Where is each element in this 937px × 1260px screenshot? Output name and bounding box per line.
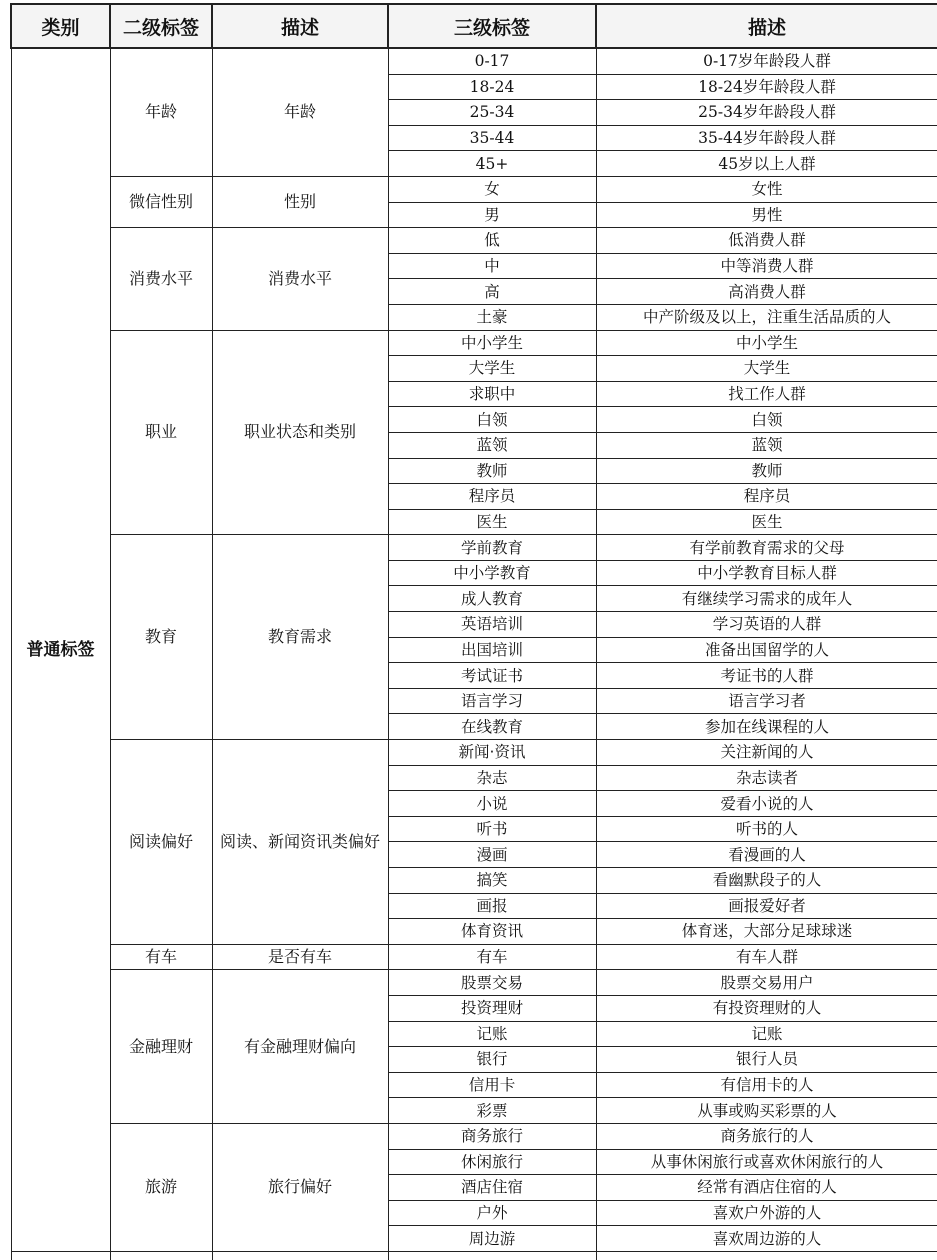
header-level3-tag: 三级标签 [388, 4, 596, 48]
level2-description-cell: 阅读、新闻资讯类偏好 [212, 740, 388, 945]
level2-tag-cell: 阅读偏好 [110, 740, 212, 945]
level3-tag-cell: 户外 [388, 1200, 596, 1226]
level3-description-cell: 程序员 [596, 484, 937, 510]
level3-tag-cell: 信用卡 [388, 1072, 596, 1098]
level3-tag-cell: 股票交易 [388, 970, 596, 996]
level3-description-cell: 中等消费人群 [596, 253, 937, 279]
level2-tag-cell: 年龄 [110, 48, 212, 176]
level3-tag-cell: 求职中 [388, 381, 596, 407]
level2-description-cell: 职业状态和类别 [212, 330, 388, 535]
level3-description-cell: 中小学教育目标人群 [596, 560, 937, 586]
header-level2-description: 描述 [212, 4, 388, 48]
level3-description-cell: 有投资理财的人 [596, 995, 937, 1021]
level3-tag-cell: 周边游 [388, 1226, 596, 1252]
level3-tag-cell: 出国培训 [388, 637, 596, 663]
level3-description-cell: 有继续学习需求的成年人 [596, 586, 937, 612]
level3-tag-cell: 语言学习 [388, 688, 596, 714]
level3-description-cell: 关注新闻的人 [596, 740, 937, 766]
level2-tag-cell: 金融理财 [110, 970, 212, 1124]
level3-tag-cell: 25-34 [388, 100, 596, 126]
header-row [11, 4, 937, 48]
table-row [11, 740, 937, 766]
level2-tag-cell: 旅游 [110, 1123, 212, 1251]
level3-tag-cell: 中小学生 [388, 330, 596, 356]
level3-description-cell: 18-24岁年龄段人群 [596, 74, 937, 100]
level3-tag-cell: 教师 [388, 458, 596, 484]
level3-tag-cell: 土豪 [388, 304, 596, 330]
level2-tag-cell: 消费水平 [110, 228, 212, 330]
level3-tag-cell: 45+ [388, 151, 596, 177]
level3-tag-cell: 投资理财 [388, 995, 596, 1021]
level3-tag-cell: 记账 [388, 1021, 596, 1047]
level3-description-cell: 中小学生 [596, 330, 937, 356]
table-row [11, 48, 937, 74]
header-level2-tag: 二级标签 [110, 4, 212, 48]
level3-tag-cell: 酒店住宿 [388, 1175, 596, 1201]
table-row [11, 944, 937, 970]
level3-description-cell: 画报爱好者 [596, 893, 937, 919]
level3-tag-cell: 女 [388, 176, 596, 202]
table-row [11, 1123, 937, 1149]
level3-description-cell: 有信用卡的人 [596, 1072, 937, 1098]
level2-tag-cell: 微信性别 [110, 176, 212, 227]
level3-description-cell: 从事或购买彩票的人 [596, 1098, 937, 1124]
level2-description-cell: 教育需求 [212, 535, 388, 740]
level3-description-cell: 男性 [596, 202, 937, 228]
level3-tag-cell: 白领 [388, 407, 596, 433]
table-body [11, 48, 937, 1260]
level3-tag-cell: 医生 [388, 509, 596, 535]
level3-description-cell: 高消费人群 [596, 279, 937, 305]
level3-description-cell: 45岁以上人群 [596, 151, 937, 177]
level3-description-cell: 低消费人群 [596, 228, 937, 254]
level3-description-cell: 有学前教育需求的父母 [596, 535, 937, 561]
level3-tag-cell: 学前教育 [388, 535, 596, 561]
level2-description-cell: 性别 [212, 176, 388, 227]
level3-description-cell: 女性 [596, 176, 937, 202]
level3-description-cell: 大学生 [596, 356, 937, 382]
level3-tag-cell: 男 [388, 202, 596, 228]
level3-description-cell: 教师 [596, 458, 937, 484]
level3-description-cell: 股票交易用户 [596, 970, 937, 996]
level3-tag-cell: 彩票 [388, 1098, 596, 1124]
level3-tag-cell: 英语培训 [388, 612, 596, 638]
level3-tag-cell: 18-24 [388, 74, 596, 100]
level3-description-cell: 参加在线课程的人 [596, 714, 937, 740]
header-level3-description: 描述 [596, 4, 937, 48]
level3-tag-cell: 程序员 [388, 484, 596, 510]
level3-tag-cell: 大学生 [388, 356, 596, 382]
level3-description-cell: 0-17岁年龄段人群 [596, 48, 937, 74]
level3-tag-cell: 搞笑 [388, 868, 596, 894]
category-cell: 普通标签 [11, 48, 110, 1251]
level3-description-cell: 学习英语的人群 [596, 612, 937, 638]
level2-description-cell: 有金融理财偏向 [212, 970, 388, 1124]
level3-tag-cell: 新闻·资讯 [388, 740, 596, 766]
level3-tag-cell: 休闲旅行 [388, 1149, 596, 1175]
level3-description-cell: 蓝领 [596, 432, 937, 458]
level3-description-cell: 从事休闲旅行或喜欢休闲旅行的人 [596, 1149, 937, 1175]
level3-tag-cell: 在线教育 [388, 714, 596, 740]
level3-tag-cell: 考试证书 [388, 663, 596, 689]
level2-description-cell: 消费水平 [212, 228, 388, 330]
level3-description-cell: 35-44岁年龄段人群 [596, 125, 937, 151]
level3-tag-cell: 有车 [388, 944, 596, 970]
level3-tag-cell: 银行 [388, 1047, 596, 1073]
level3-tag-cell: 漫画 [388, 842, 596, 868]
table-row [11, 330, 937, 356]
level3-description-cell: 银行人员 [596, 1047, 937, 1073]
table-row [11, 228, 937, 254]
level3-description-cell: 中产阶级及以上，注重生活品质的人 [596, 304, 937, 330]
level3-tag-cell: 0-17 [388, 48, 596, 74]
level3-description-cell: 听书的人 [596, 816, 937, 842]
level2-description-cell: 年龄 [212, 48, 388, 176]
level3-description-cell: 记账 [596, 1021, 937, 1047]
level3-tag-cell: 商务旅行 [388, 1123, 596, 1149]
level3-tag-cell: 中 [388, 253, 596, 279]
level3-description-cell: 准备出国留学的人 [596, 637, 937, 663]
header-category: 类别 [11, 4, 110, 48]
level3-description-cell: 找工作人群 [596, 381, 937, 407]
level3-description-cell: 杂志读者 [596, 765, 937, 791]
level3-description-cell: 喜欢周边游的人 [596, 1226, 937, 1252]
level2-description-cell: 是否有车 [212, 944, 388, 970]
level3-description-cell: 看幽默段子的人 [596, 868, 937, 894]
level3-tag-cell: 画报 [388, 893, 596, 919]
level3-tag-cell: 低 [388, 228, 596, 254]
level3-tag-cell: 高 [388, 279, 596, 305]
level3-tag-cell: 杂志 [388, 765, 596, 791]
level3-description-cell: 语言学习者 [596, 688, 937, 714]
level3-tag-cell: 小说 [388, 791, 596, 817]
level3-description-cell: 白领 [596, 407, 937, 433]
level3-tag-cell: 35-44 [388, 125, 596, 151]
level3-tag-cell: 中小学教育 [388, 560, 596, 586]
table-row [11, 176, 937, 202]
level2-description-cell: 旅行偏好 [212, 1123, 388, 1251]
level3-description-cell: 有车人群 [596, 944, 937, 970]
level3-description-cell: 经常有酒店住宿的人 [596, 1175, 937, 1201]
level3-tag-cell: 体育资讯 [388, 919, 596, 945]
level3-tag-cell: 蓝领 [388, 432, 596, 458]
level2-tag-cell: 有车 [110, 944, 212, 970]
level3-tag-cell: 听书 [388, 816, 596, 842]
table-row [11, 535, 937, 561]
level3-description-cell: 体育迷，大部分足球球迷 [596, 919, 937, 945]
level2-tag-cell: 教育 [110, 535, 212, 740]
level3-description-cell: 考证书的人群 [596, 663, 937, 689]
level3-description-cell: 看漫画的人 [596, 842, 937, 868]
level3-description-cell: 爱看小说的人 [596, 791, 937, 817]
level2-tag-cell: 职业 [110, 330, 212, 535]
user-tag-table [10, 3, 937, 1260]
level3-description-cell: 喜欢户外游的人 [596, 1200, 937, 1226]
level3-description-cell: 商务旅行的人 [596, 1123, 937, 1149]
level3-description-cell: 医生 [596, 509, 937, 535]
level3-description-cell: 25-34岁年龄段人群 [596, 100, 937, 126]
table-row [11, 970, 937, 996]
level3-tag-cell: 成人教育 [388, 586, 596, 612]
